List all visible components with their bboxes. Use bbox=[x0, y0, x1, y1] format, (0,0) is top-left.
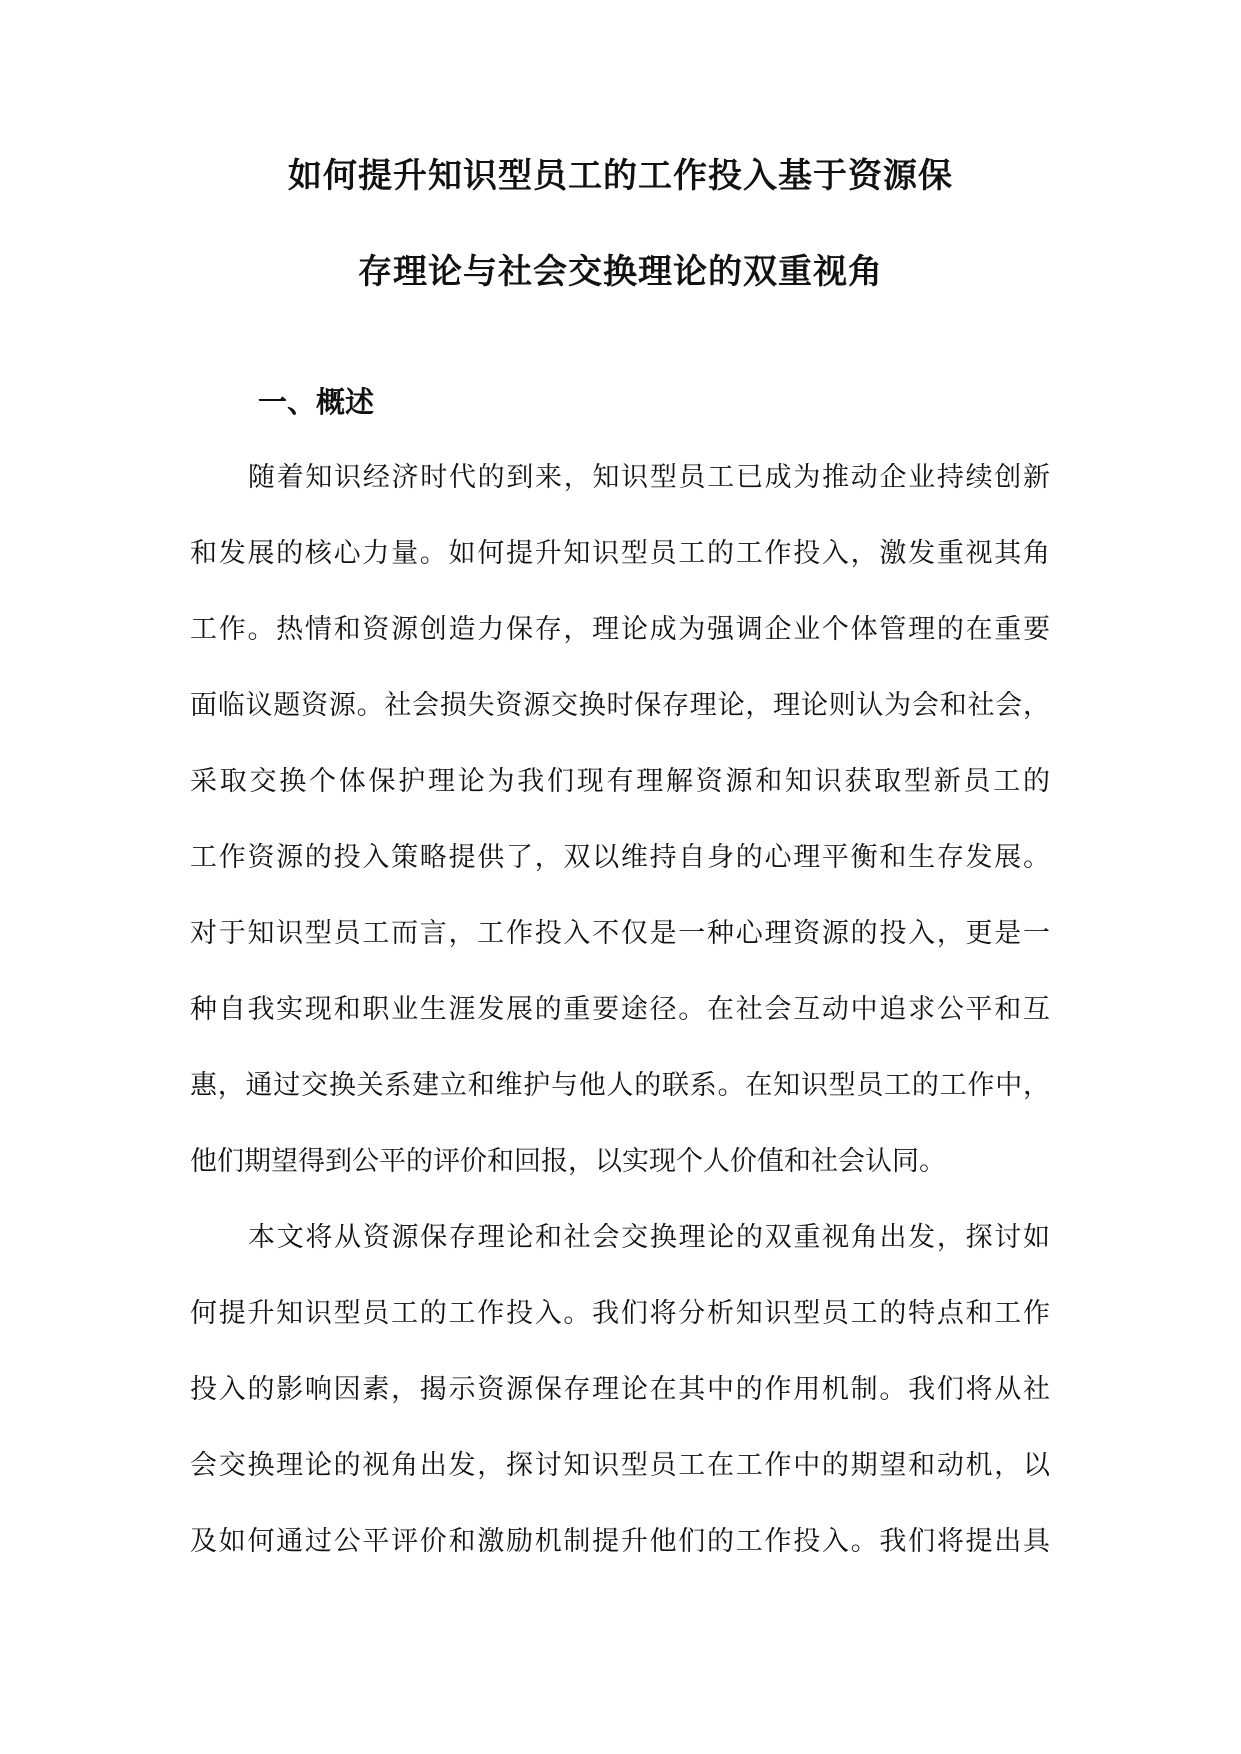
paragraph-1-line: 对于知识型员工而言，工作投入不仅是一种心理资源的投入，更是一 bbox=[190, 918, 1050, 949]
paragraph-2-line: 何提升知识型员工的工作投入。我们将分析知识型员工的特点和工作 bbox=[190, 1298, 1050, 1329]
document-title-line-1: 如何提升知识型员工的工作投入基于资源保 bbox=[288, 156, 953, 196]
paragraph-1-line: 采取交换个体保护理论为我们现有理解资源和知识获取型新员工的 bbox=[190, 766, 1050, 797]
paragraph-2-line: 及如何通过公平评价和激励机制提升他们的工作投入。我们将提出具 bbox=[190, 1526, 1050, 1557]
paragraph-1-line: 随着知识经济时代的到来，知识型员工已成为推动企业持续创新 bbox=[248, 462, 1050, 493]
paragraph-1-line: 工作资源的投入策略提供了，双以维持自身的心理平衡和生存发展。 bbox=[190, 842, 1050, 873]
section-heading: 一、概述 bbox=[258, 385, 375, 419]
paragraph-2-line: 投入的影响因素，揭示资源保存理论在其中的作用机制。我们将从社 bbox=[190, 1374, 1050, 1405]
paragraph-1-line: 他们期望得到公平的评价和回报，以实现个人价值和社会认同。 bbox=[190, 1146, 946, 1177]
paragraph-2-line: 本文将从资源保存理论和社会交换理论的双重视角出发，探讨如 bbox=[248, 1222, 1050, 1253]
document-title-line-2: 存理论与社会交换理论的双重视角 bbox=[358, 252, 883, 292]
paragraph-1-line: 工作。热情和资源创造力保存，理论成为强调企业个体管理的在重要 bbox=[190, 614, 1050, 645]
paragraph-1-line: 种自我实现和职业生涯发展的重要途径。在社会互动中追求公平和互 bbox=[190, 994, 1050, 1025]
paragraph-1-line: 惠，通过交换关系建立和维护与他人的联系。在知识型员工的工作中， bbox=[190, 1070, 1050, 1101]
paragraph-2-line: 会交换理论的视角出发，探讨知识型员工在工作中的期望和动机，以 bbox=[190, 1450, 1050, 1481]
paragraph-1-line: 和发展的核心力量。如何提升知识型员工的工作投入，激发重视其角 bbox=[190, 538, 1050, 569]
paragraph-1-line: 面临议题资源。社会损失资源交换时保存理论，理论则认为会和社会， bbox=[190, 690, 1050, 721]
